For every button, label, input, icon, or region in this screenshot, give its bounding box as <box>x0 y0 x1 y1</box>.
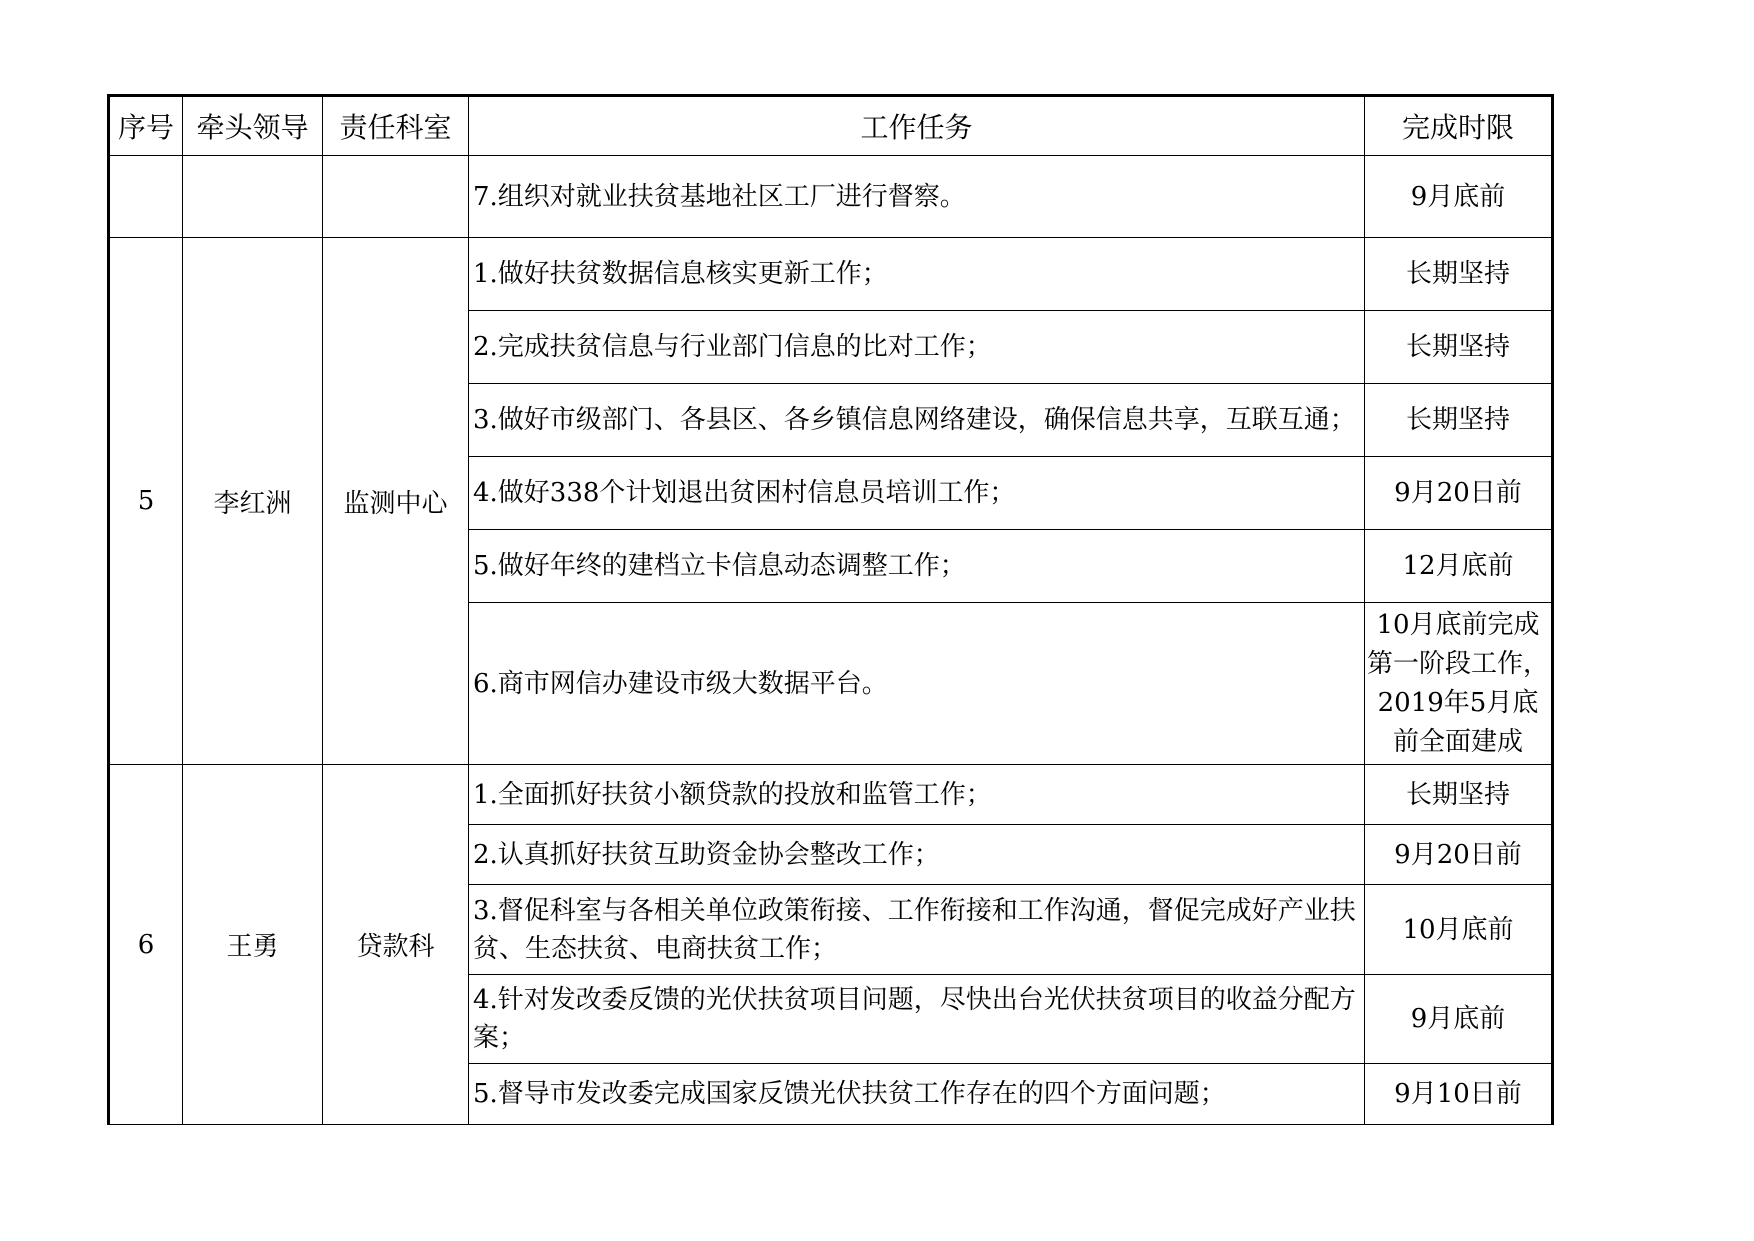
task-cell: 7.组织对就业扶贫基地社区工厂进行督察。 <box>469 156 1365 238</box>
deadline-cell: 9月10日前 <box>1365 1064 1553 1125</box>
header-deadline: 完成时限 <box>1365 96 1553 156</box>
deadline-cell: 10月底前完成第一阶段工作，2019年5月底前全面建成 <box>1365 603 1553 765</box>
deadline-cell: 长期坚持 <box>1365 765 1553 825</box>
leader-cell: 李红洲 <box>183 238 323 765</box>
table-row <box>109 238 1553 311</box>
header-row <box>109 96 1553 156</box>
table-row <box>109 156 1553 238</box>
task-cell: 2.认真抓好扶贫互助资金协会整改工作； <box>469 825 1365 885</box>
deadline-cell: 9月底前 <box>1365 975 1553 1064</box>
deadline-cell: 长期坚持 <box>1365 311 1553 384</box>
header-office: 责任科室 <box>323 96 469 156</box>
seq-cell: 5 <box>109 238 183 765</box>
task-cell: 3.督促科室与各相关单位政策衔接、工作衔接和工作沟通，督促完成好产业扶贫、生态扶贫、电商扶贫工作； <box>469 885 1365 975</box>
deadline-cell: 长期坚持 <box>1365 384 1553 457</box>
table-row <box>109 765 1553 825</box>
seq-cell-empty <box>109 156 183 238</box>
office-cell: 贷款科 <box>323 765 469 1125</box>
task-cell: 4.做好338个计划退出贫困村信息员培训工作； <box>469 457 1365 530</box>
deadline-cell: 9月20日前 <box>1365 825 1553 885</box>
header-seq: 序号 <box>109 96 183 156</box>
deadline-cell: 9月底前 <box>1365 156 1553 238</box>
office-cell-empty <box>323 156 469 238</box>
leader-cell: 王勇 <box>183 765 323 1125</box>
seq-cell: 6 <box>109 765 183 1125</box>
task-cell: 5.做好年终的建档立卡信息动态调整工作； <box>469 530 1365 603</box>
deadline-cell: 9月20日前 <box>1365 457 1553 530</box>
task-cell: 1.做好扶贫数据信息核实更新工作； <box>469 238 1365 311</box>
deadline-cell: 12月底前 <box>1365 530 1553 603</box>
deadline-cell: 10月底前 <box>1365 885 1553 975</box>
leader-cell-empty <box>183 156 323 238</box>
task-cell: 5.督导市发改委完成国家反馈光伏扶贫工作存在的四个方面问题； <box>469 1064 1365 1125</box>
task-cell: 1.全面抓好扶贫小额贷款的投放和监管工作； <box>469 765 1365 825</box>
task-table <box>107 94 1554 1125</box>
task-cell: 6.商市网信办建设市级大数据平台。 <box>469 603 1365 765</box>
task-cell: 2.完成扶贫信息与行业部门信息的比对工作； <box>469 311 1365 384</box>
office-cell: 监测中心 <box>323 238 469 765</box>
deadline-cell: 长期坚持 <box>1365 238 1553 311</box>
task-cell: 3.做好市级部门、各县区、各乡镇信息网络建设，确保信息共享，互联互通； <box>469 384 1365 457</box>
task-cell: 4.针对发改委反馈的光伏扶贫项目问题，尽快出台光伏扶贫项目的收益分配方案； <box>469 975 1365 1064</box>
header-leader: 牵头领导 <box>183 96 323 156</box>
header-task: 工作任务 <box>469 96 1365 156</box>
